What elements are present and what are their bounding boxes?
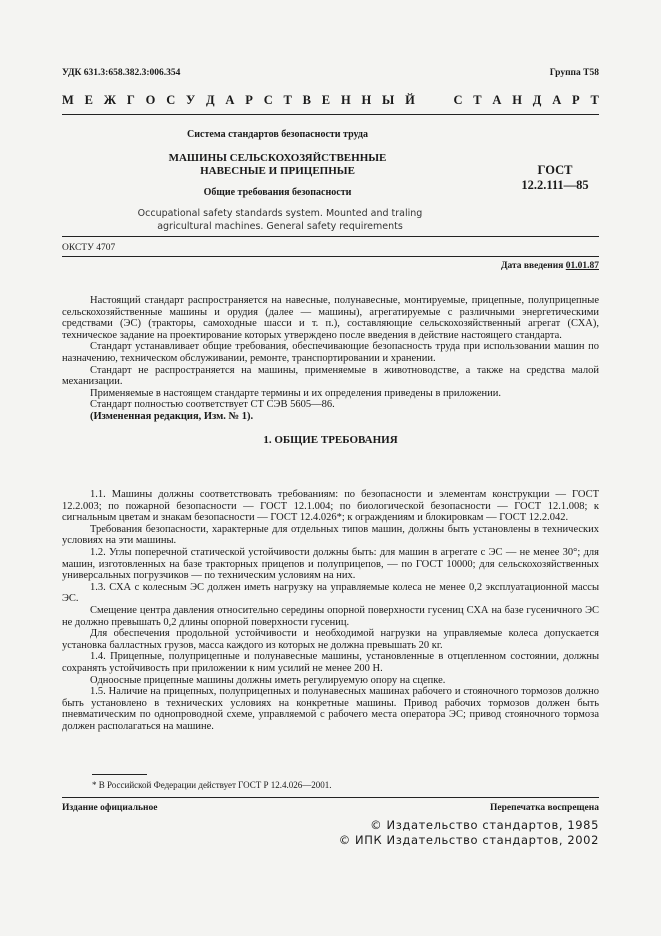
introduction-date-label: Дата введения — [500, 261, 564, 271]
section-paragraph: 1.3. СХА с колесным ЭС должен иметь нагрузку на управляемые колеса не менее 0,2 эксплуатационной массы ЭС. — [62, 581, 599, 605]
heading-letter — [426, 93, 429, 108]
revision-note: (Измененная редакция, Изм. № 1). — [90, 410, 254, 422]
heading-letter: Г — [126, 93, 135, 107]
section-paragraph: 1.1. Машины должны соответствовать требованиям: по безопасности и элементам конструкции — ГОСТ 12.2.003; по пожарной безопасности — ГОСТ 12.1.004; по биологической безопасности — ГОСТ 12.1.008; к сигнальным цветам и знакам безопасности — ГОСТ 12.4.026*; к ограждениям и блокировкам — ГОСТ 12.2.042. — [62, 489, 599, 524]
copyright-2002: © ИПК Издательство стандартов, 2002 — [338, 833, 599, 847]
gost-number: 12.2.111—85 — [521, 178, 589, 192]
udk-code: УДК 631.3:658.382.3:006.354 — [62, 68, 181, 78]
heading-letter: С — [263, 93, 273, 107]
heading-letter: Ы — [382, 93, 395, 107]
introduction-date-value: 01.01.87 — [565, 261, 599, 271]
heading-letter: Р — [245, 93, 253, 107]
english-title-line-2: agricultural machines. General safety requirements — [157, 221, 403, 232]
heading-letter: А — [225, 93, 235, 107]
intro-paragraph: Стандарт устанавливает общие требования, обеспечивающие безопасность труда при использовании машин по назначению, техническом обслуживании, ремонте, транспортировании и хранении. — [62, 341, 599, 364]
group-code: Группа Т58 — [549, 68, 599, 78]
title-line-2: НАВЕСНЫЕ И ПРИЦЕПНЫЕ — [200, 165, 355, 177]
heading-letter: Е — [84, 93, 93, 107]
heading-letter: О — [145, 93, 156, 107]
heading-letter: Р — [572, 93, 580, 107]
gost-designation — [490, 163, 620, 193]
english-title-line-1: Occupational safety standards system. Mounted and traling — [137, 208, 423, 219]
heading-letter: Н — [512, 93, 522, 107]
heading-letter: Т — [590, 93, 599, 107]
document-title — [140, 152, 415, 178]
header-rule — [62, 114, 599, 115]
reprint-notice: Перепечатка воспрещена — [489, 803, 599, 813]
section-paragraph: 1.5. Наличие на прицепных, полуприцепных и полунавесных машинах рабочего и стояночного тормозов должно быть установлено в технических условиях на конкретные машины. Привод рабочих тормозов должен быть пневматическим по однопроводной схеме, управляемой с рабочего места оператора ЭС; привод стояночного тормоза должен располагаться на машине. — [62, 686, 599, 732]
title-line-1: МАШИНЫ СЕЛЬСКОХОЗЯЙСТВЕННЫЕ — [168, 152, 387, 164]
heading-letter: Й — [405, 93, 415, 107]
interstate-standard-heading — [62, 93, 599, 108]
section-paragraph: Смещение центра давления относительно середины опорной поверхности гусениц СХА на базе гусеничного ЭС не должно превышать 0,2 длины опорной поверхности гусениц. — [62, 604, 599, 628]
official-edition: Издание официальное — [62, 803, 158, 813]
intro-paragraph: Стандарт не распространяется на машины, применяемые в животноводстве, а также на средства малой механизации. — [62, 364, 599, 388]
copyright-1985: © Издательство стандартов, 1985 — [370, 818, 599, 832]
intro-paragraph: Стандарт полностью соответствует СТ СЭВ 5605—86. — [90, 399, 335, 411]
intro-paragraph: Применяемые в настоящем стандарте термины и их определения приведены в приложении. — [90, 387, 502, 399]
heading-letter: Н — [361, 93, 372, 107]
heading-letter: С — [453, 93, 463, 107]
heading-letter: А — [492, 93, 502, 107]
section-text — [62, 489, 599, 732]
gost-label: ГОСТ — [537, 163, 573, 177]
heading-letter: Е — [321, 93, 331, 107]
footer-rule — [62, 797, 599, 798]
heading-letter: С — [166, 93, 176, 107]
section-paragraph: 1.4. Прицепные, полуприцепные и полунавесные машины, установленные в отцепленном состоянии, должны сохранять устойчивость при приложении к ним усилий не менее 200 Н. — [62, 651, 599, 674]
footnote: * В Российской Федерации действует ГОСТ Р 12.4.026—2001. — [92, 780, 332, 790]
section-paragraph: 1.2. Углы поперечной статической устойчивости должны быть: для машин в агрегате с ЭС — не менее 30°; для машин, изготовленных на базе тракторных прицепов и полуприцепов, — по ГОСТ 10000; для сельскохозяйственных универсальных погрузчиков — по техническим условиям на них. — [62, 546, 599, 582]
heading-letter: Т — [283, 93, 292, 107]
heading-letter: Д — [532, 93, 542, 107]
section-paragraph: Требования безопасности, характерные для отдельных типов машин, должны быть установлены в технических условиях на эти машины. — [62, 523, 599, 547]
heading-letter: Н — [340, 93, 351, 107]
oksty-rule — [62, 256, 599, 257]
heading-letter: У — [186, 93, 196, 107]
section-paragraph: Для обеспечения продольной устойчивости и необходимой нагрузки на управляемые колеса допускается установка балластных грузов, масса каждого из которых не должна превышать 20 кг. — [62, 628, 599, 651]
introduction-date — [501, 261, 599, 271]
section-title: 1. ОБЩИЕ ТРЕБОВАНИЯ — [263, 434, 398, 446]
title-rule — [62, 236, 599, 237]
footnote-rule — [92, 774, 147, 775]
intro-text — [62, 295, 599, 423]
heading-letter: Т — [473, 93, 482, 107]
intro-paragraph: Настоящий стандарт распространяется на навесные, полунавесные, монтируемые, прицепные, полуприцепные сельскохозяйственные машины и орудия (далее — машины), агрегатируемые с различными энергетическими средствами (ЭС) (тракторы, самоходные шасси и т. п.), составляющие сельскохозяйственный агрегат (СХА), техническое задание на проектирование которых утверждено после введения в действие настоящего стандарта. — [62, 295, 599, 341]
heading-letter — [440, 93, 443, 108]
oksty-code: ОКСТУ 4707 — [62, 243, 116, 253]
standards-system: Система стандартов безопасности труда — [187, 129, 368, 140]
heading-letter: А — [552, 93, 562, 107]
section-paragraph: Одноосные прицепные машины должны иметь регулируемую опору на сцепке. — [90, 674, 446, 686]
heading-letter: В — [302, 93, 311, 107]
heading-letter: Ж — [103, 93, 117, 107]
heading-letter: М — [62, 93, 74, 107]
english-title — [130, 207, 430, 233]
heading-letter: Д — [206, 93, 215, 107]
document-subtitle: Общие требования безопасности — [203, 187, 352, 198]
